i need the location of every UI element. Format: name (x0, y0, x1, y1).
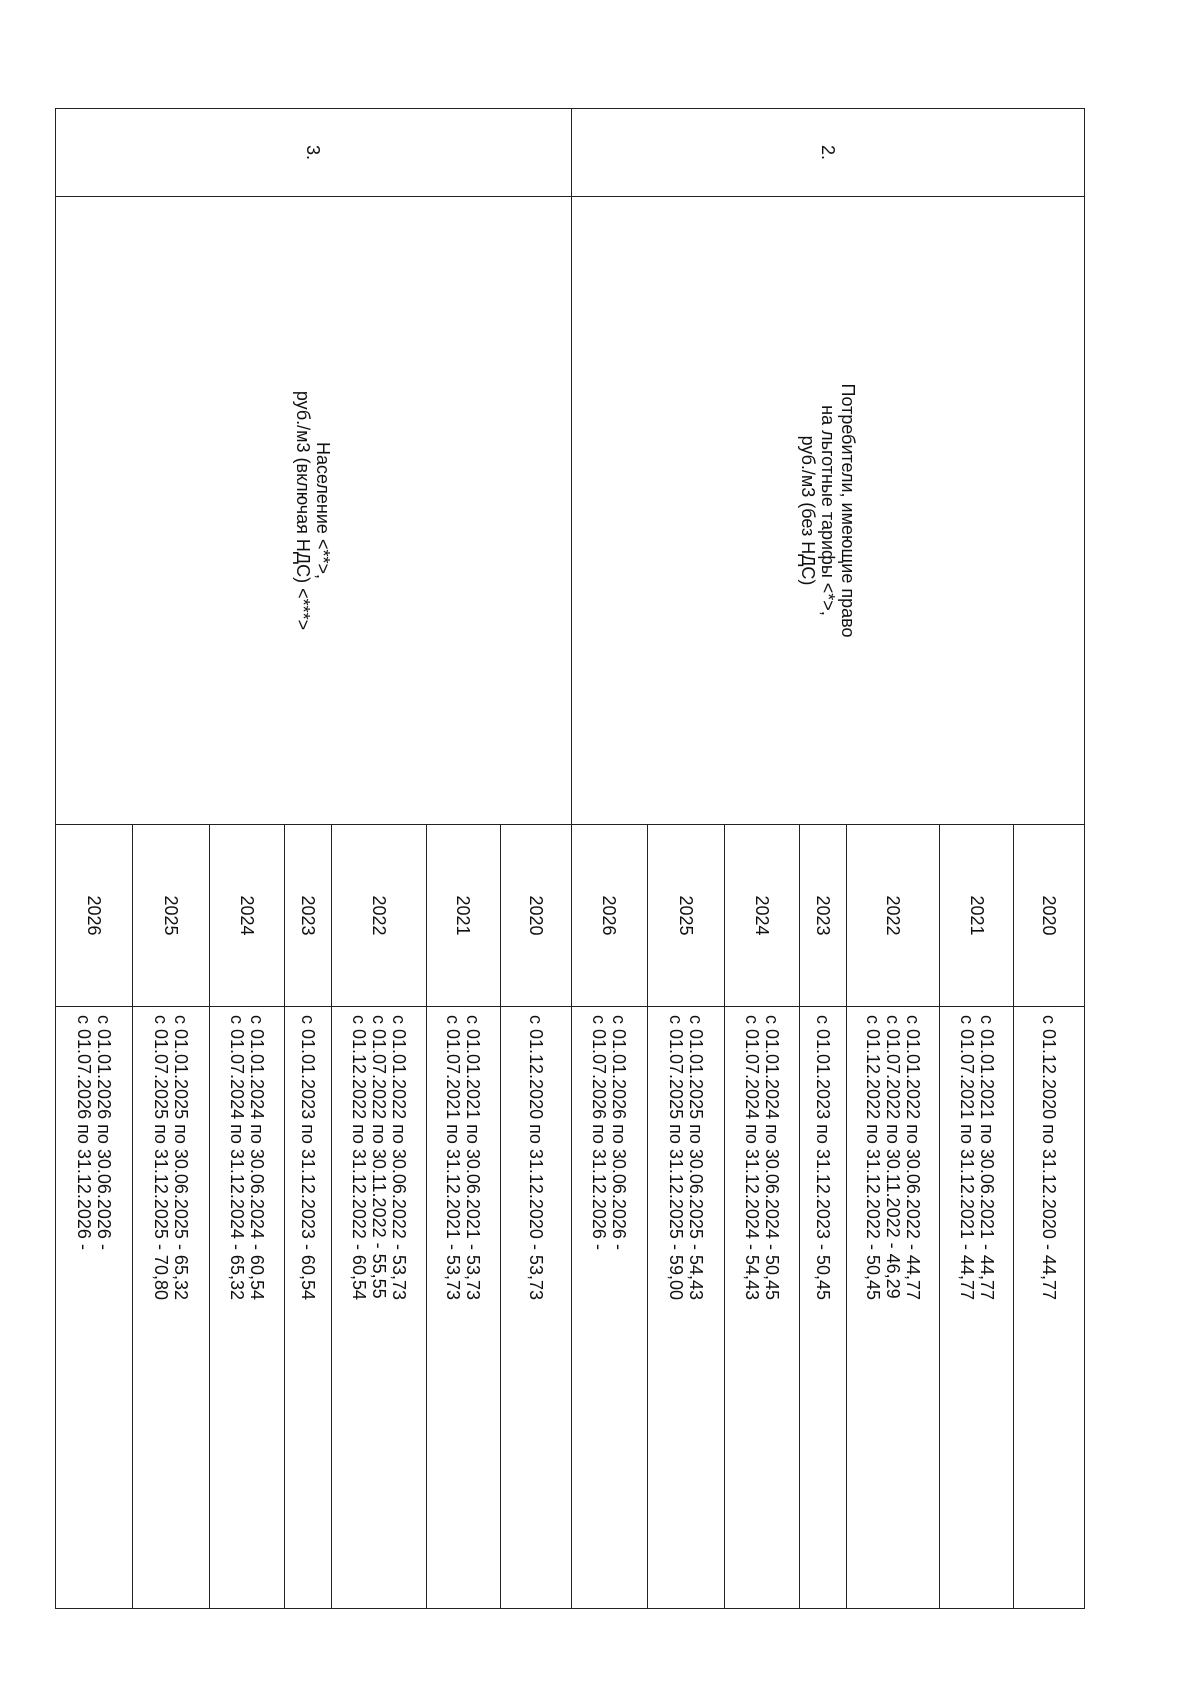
year-cell: 2020 (500, 825, 571, 1007)
tariff-period-line: с 01.12.2022 по 31.12.2022 - 60,54 (348, 1015, 369, 1300)
tariff-period-line: с 01.01.2022 по 30.06.2022 - 53,73 (389, 1015, 410, 1300)
year-cell: 2022 (332, 825, 427, 1007)
tariff-period-line: с 01.07.2024 по 31.12.2024 - 54,43 (741, 1015, 762, 1300)
tariff-periods-cell (500, 1007, 571, 1609)
rotated-page (55, 108, 1085, 1608)
year-cell: 2023 (799, 825, 846, 1007)
row-number: 3. (56, 109, 572, 197)
year-cell: 2021 (426, 825, 500, 1007)
tariff-period-line: с 01.01.2025 по 30.06.2025 - 54,43 (685, 1015, 706, 1300)
tariff-period-line: с 01.01.2022 по 30.06.2022 - 44,77 (903, 1015, 924, 1300)
tariff-period-line: с 01.01.2024 по 30.06.2024 - 50,45 (761, 1015, 782, 1300)
year-cell: 2024 (210, 825, 285, 1007)
tariff-period-line: с 01.01.2026 по 30.06.2026 - (94, 1015, 115, 1250)
tariff-period-line: с 01.01.2024 по 30.06.2024 - 60,54 (247, 1015, 268, 1300)
year-cell: 2022 (846, 825, 940, 1007)
tariff-period-line: с 01.07.2025 по 31.12.2025 - 59,00 (665, 1015, 686, 1300)
tariff-period-line: с 01.01.2025 по 30.06.2025 - 65,32 (171, 1015, 192, 1300)
tariff-table (55, 108, 1085, 1609)
year-cell: 2026 (571, 825, 647, 1007)
tariff-period-line: с 01.01.2023 по 31.12.2023 - 60,54 (298, 1015, 319, 1300)
table-row (500, 109, 571, 1609)
tariff-period-line: с 01.07.2024 по 31.12.2024 - 65,32 (227, 1015, 248, 1300)
tariff-period-line: с 01.07.2021 по 31.12.2021 - 44,77 (956, 1015, 977, 1300)
tariff-periods-cell (1014, 1007, 1085, 1609)
tariff-periods-cell (133, 1007, 210, 1609)
consumer-category: Потребители, имеющие право на льготные тарифы <*>, руб./м3 (без НДС) (571, 197, 1084, 825)
tariff-period-line: с 01.07.2022 по 30.11.2022 - 46,29 (882, 1015, 903, 1299)
table-row (1014, 109, 1085, 1609)
tariff-periods-cell (285, 1007, 332, 1609)
tariff-period-line: с 01.01.2023 по 31.12.2023 - 50,45 (812, 1015, 833, 1300)
tariff-period-line: с 01.07.2025 по 31.12.2025 - 70,80 (151, 1015, 172, 1300)
tariff-periods-cell (647, 1007, 724, 1609)
tariff-periods-cell (210, 1007, 285, 1609)
year-cell: 2025 (133, 825, 210, 1007)
tariff-period-line: с 01.07.2026 по 31.12.2026 - (74, 1015, 95, 1250)
tariff-periods-cell (940, 1007, 1014, 1609)
year-cell: 2026 (56, 825, 133, 1007)
tariff-table-body (56, 109, 1085, 1609)
tariff-period-line: с 01.01.2021 по 30.06.2021 - 53,73 (463, 1015, 484, 1300)
tariff-period-line: с 01.01.2021 по 30.06.2021 - 44,77 (976, 1015, 997, 1300)
year-cell: 2020 (1014, 825, 1085, 1007)
tariff-period-line: с 01.01.2026 по 30.06.2026 - (609, 1015, 630, 1250)
row-number: 2. (571, 109, 1084, 197)
tariff-period-line: с 01.12.2020 по 31.12.2020 - 53,73 (525, 1015, 546, 1300)
tariff-periods-cell (56, 1007, 133, 1609)
year-cell: 2024 (724, 825, 799, 1007)
tariff-periods-cell (426, 1007, 500, 1609)
year-cell: 2025 (647, 825, 724, 1007)
tariff-periods-cell (724, 1007, 799, 1609)
tariff-period-line: с 01.07.2021 по 31.12.2021 - 53,73 (443, 1015, 464, 1300)
year-cell: 2021 (940, 825, 1014, 1007)
tariff-periods-cell (846, 1007, 940, 1609)
year-cell: 2023 (285, 825, 332, 1007)
tariff-period-line: с 01.12.2022 по 31.12.2022 - 50,45 (862, 1015, 883, 1300)
tariff-periods-cell (799, 1007, 846, 1609)
consumer-category: Население <**>, руб./м3 (включая НДС) <***> (56, 197, 572, 825)
tariff-period-line: с 01.07.2022 по 30.11.2022 - 55,55 (369, 1015, 390, 1299)
tariff-periods-cell (571, 1007, 647, 1609)
tariff-period-line: с 01.07.2026 по 31.12.2026 - (589, 1015, 610, 1250)
tariff-periods-cell (332, 1007, 427, 1609)
tariff-period-line: с 01.12.2020 по 31.12.2020 - 44,77 (1039, 1015, 1060, 1300)
